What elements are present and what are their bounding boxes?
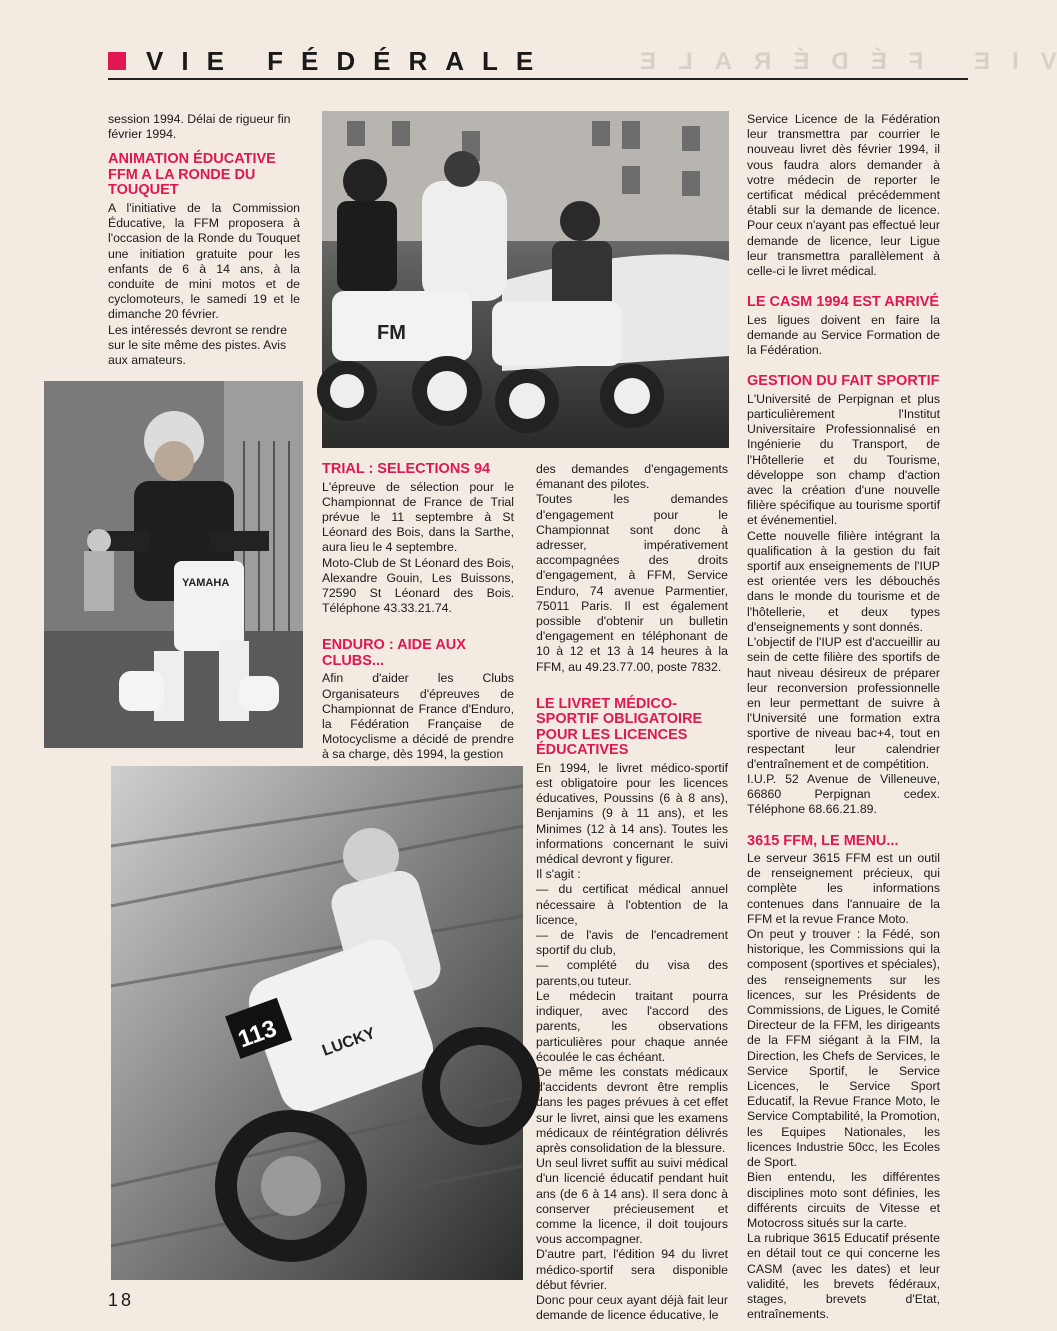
heading-gestion: GESTION DU FAIT SPORTIF — [747, 373, 940, 390]
paragraph: — de l'avis de l'encadrement sportif du club, — [536, 928, 728, 958]
column-2 — [322, 462, 514, 763]
paragraph: Un seul livret suffit au suivi médical d'un licencié éducatif pendant huit ans (de 6 à 14 ans). Il sera donc à conserver précieusement et comme la licence, il doit toujours vous accompagner. — [536, 1156, 728, 1247]
paragraph: Afin d'aider les Clubs Organisateurs d'épreuves de Championnat de France d'Enduro, la Fédération Française de Motocyclisme a décidé de prendre à sa charge, dès 1994, la gestion — [322, 671, 514, 762]
section-title-showthrough: VIE FÉDÉRALE — [618, 48, 1057, 75]
section-title: VIE FÉDÉRALE — [146, 46, 552, 76]
paragraph: L'Université de Perpignan et plus particulièrement l'Institut Universitaire Professionnalisé en Ingénierie du Transport, de l'Hôtellerie et du Tourisme, développe son champ d'action avec la création d'une nouvelle filière spécifique au tourisme sportif et événementiel. — [747, 391, 940, 528]
sponsor-label: LUCKY — [320, 1024, 378, 1060]
column-1 — [108, 112, 300, 368]
paragraph: Les ligues doivent en faire la demande au Service Formation de la Fédération. — [747, 312, 940, 358]
header-marker — [108, 52, 126, 70]
paragraph: Bien entendu, les différentes disciplines moto sont définies, les différents circuits de Vitesse et Motocross situés sur la carte. — [747, 1170, 940, 1230]
header-rule — [108, 78, 968, 80]
photo-mini-motos — [322, 111, 729, 448]
column-3 — [536, 462, 728, 1323]
heading-animation: ANIMATION ÉDUCATIVE FFM A LA RONDE DU TOUQUET — [108, 151, 276, 199]
paragraph: Le serveur 3615 FFM est un outil de renseignement précieux, qui complète les informations contenues dans l'annuaire de la FFM et la revue France Moto. — [747, 851, 940, 926]
section-header — [108, 44, 1057, 80]
paragraph: Il s'agit : — [536, 867, 581, 882]
paragraph: De même les constats médicaux d'accidents devront être remplis dans les pages prévues à cet effet sur le livret, ainsi que les examens médicaux de réintégration délivrés après consolidation de la blessure. — [536, 1064, 728, 1155]
paragraph: — du certificat médical annuel nécessaire à l'obtention de la licence, — [536, 882, 728, 927]
paragraph: La rubrique 3615 Educatif présente en détail tout ce qui concerne les CASM (avec les dates) et leur validité, les brevets fédéraux, stages, brevets d'Etat, entraînements. — [747, 1231, 940, 1322]
race-number: 113 — [234, 1014, 281, 1054]
photo-enduro-rider — [111, 766, 523, 1280]
intro-text: session 1994. Délai de rigueur fin février 1994. — [108, 112, 291, 142]
photo-trial-rider — [44, 381, 303, 748]
heading-3615: 3615 FFM, LE MENU... — [747, 832, 899, 849]
heading-trial: TRIAL : SELECTIONS 94 — [322, 461, 491, 477]
heading-livret: LE LIVRET MÉDICO-SPORTIF OBLIGATOIRE POUR LES LICENCES ÉDUCATIVES — [536, 695, 703, 759]
page-number: 18 — [108, 1290, 135, 1310]
paragraph: Le médecin traitant pourra indiquer, avec l'accord des parents, les observations particulières pour chaque année écoulée le cas échéant. — [536, 988, 728, 1064]
paragraph: I.U.P. 52 Avenue de Villeneuve, 66860 Perpignan cedex. Téléphone 68.66.21.89. — [747, 771, 940, 817]
paragraph: Cette nouvelle filière intégrant la qualification à la gestion du fait sportif aux enseignements de l'IUP est orientée vers les débouchés dans le monde du tourisme et de l'hôtellerie, et deux types d'enseignements y sont donnés. — [747, 528, 940, 634]
paragraph: En 1994, le livret médico-sportif est obligatoire pour les licences éducatives, Poussins (6 à 8 ans), Benjamins (9 à 11 ans), et les Minimes (12 à 14 ans). Toutes les informations concernant le suivi médical devront y figurer. — [536, 760, 728, 867]
heading-casm: LE CASM 1994 EST ARRIVÉ — [747, 294, 940, 311]
paragraph: — complété du visa des parents,ou tuteur. — [536, 958, 728, 988]
paragraph: Moto-Club de St Léonard des Bois, Alexandre Gouin, Les Buissons, 72590 St Léonard des Bois. Téléphone 43.33.21.74. — [322, 555, 514, 616]
paragraph: Les intéressés devront se rendre sur le site même des pistes. Avis aux amateurs. — [108, 322, 288, 367]
paragraph: L'objectif de l'IUP est d'accueillir au sein de cette filière des sportifs de haut niveau désireux de préparer leur reconversion professionnelle en leur permettant de suivre à l'Université une formation extra sportive de niveau bac+4, tout en respectant leur calendrier d'entraînement et de compétition. — [747, 635, 940, 771]
paragraph: Service Licence de la Fédération leur transmettra par courrier le nouveau livret dès février 1994, il vous faudra alors demander à votre médecin de reporter le certificat médical précédemment établi sur la demande de licence. Pour ceux n'ayant pas effectué leur demande de licence, leur Ligue leur transmettra parallèlement à celle-ci le livret médical. — [747, 112, 940, 279]
paragraph: On peut y trouver : la Fédé, son historique, les Commissions qui la composent (sportives et spéciales), des renseignements sur les licences, sur les Présidents de Commissions, de Ligues, le Comité Directeur de la FFM, les dirigeants de la FFM siégant à la FIM, la Direction, les Chefs de Services, le Service Sportif, le Service Licences, le Service Sport Educatif, la Revue France Moto, le Service Comptabilité, la Promotion, les Equipes Nationales, les licences Industrie 50cc, les Ecoles de Sport. — [747, 927, 940, 1170]
paragraph: A l'initiative de la Commission Éducative, la FFM proposera à l'occasion de la Ronde du Touquet une initiation gratuite pour les enfants de 6 à 14 ans, à la conduite de mini motos et de cyclomoteurs, le samedi 19 et le dimanche 20 février. — [108, 200, 300, 322]
bike-brand-label: YAMAHA — [182, 577, 230, 589]
paragraph: des demandes d'engagements émanant des pilotes. — [536, 462, 728, 492]
paragraph: D'autre part, l'édition 94 du livret médico-sportif sera disponible début février. — [536, 1247, 728, 1292]
paragraph: Donc pour ceux ayant déjà fait leur demande de licence éducative, le — [536, 1292, 728, 1323]
heading-enduro: ENDURO : AIDE AUX CLUBS... — [322, 637, 466, 669]
bike-number-label: FM — [377, 322, 406, 344]
paragraph: Toutes les demandes d'engagement pour le Championnat sont donc à adresser, impérativement accompagnées des droits d'engagement, à FFM, Service Enduro, 74 avenue Parmentier, 75011 Paris. Il est également possible d'obtenir un bulletin d'engagement en téléphonant de 10 à 12 et 13 à 14 heures à la FFM, au 49.23.77.00, poste 7832. — [536, 492, 728, 674]
column-4 — [747, 112, 940, 1322]
paragraph: L'épreuve de sélection pour le Championnat de France de Trial prévue le 11 septembre à St Léonard des Bois, dans la Sarthe, aura lieu le 4 septembre. — [322, 479, 514, 555]
